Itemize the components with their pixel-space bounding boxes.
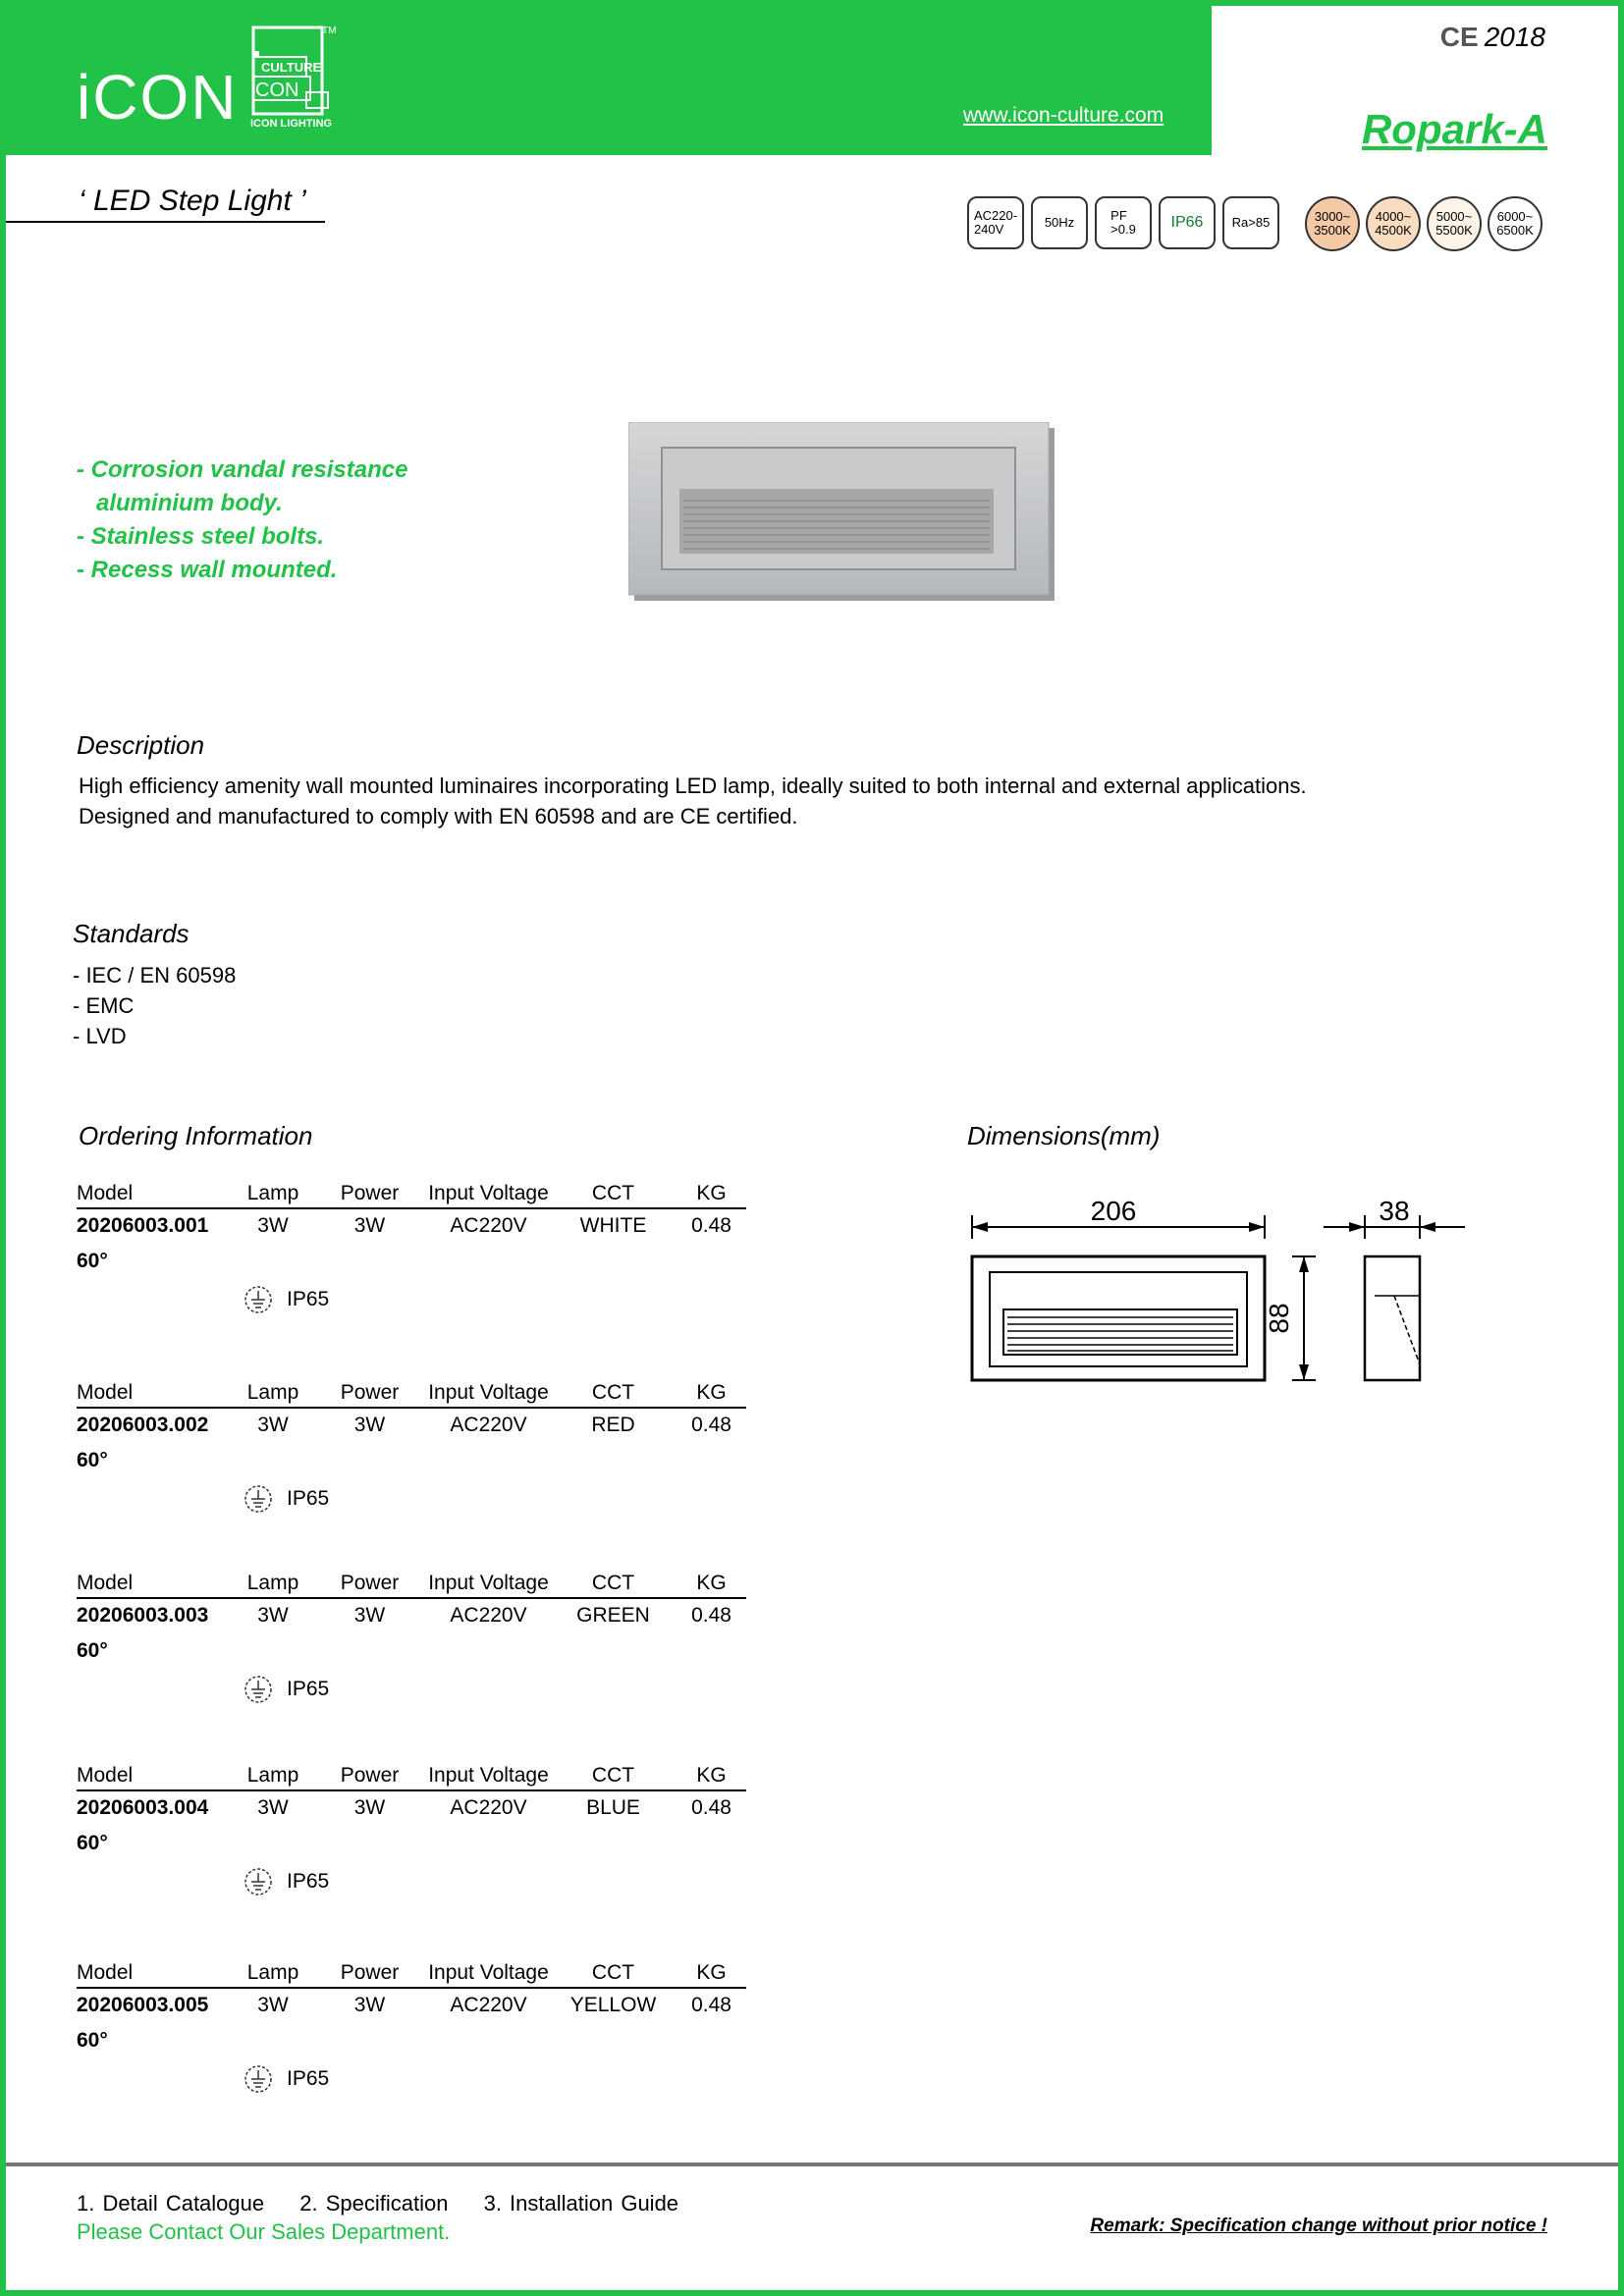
col-voltage: Input Voltage xyxy=(428,1182,549,1204)
col-model: Model xyxy=(77,1764,134,1787)
col-lamp: Lamp xyxy=(246,1572,299,1594)
kg-value: 0.48 xyxy=(691,1994,731,2016)
table-row xyxy=(77,1791,746,1825)
cct-badge-4000k: 4000~ 4500K xyxy=(1366,196,1421,251)
col-power: Power xyxy=(340,1381,400,1404)
order-table xyxy=(77,1568,746,1709)
brand-logo-sub: ICON LIGHTING xyxy=(250,118,333,130)
link-specification[interactable]: 2. Specification xyxy=(299,2191,449,2216)
col-power: Power xyxy=(340,1764,400,1787)
website-link[interactable]: www.icon-culture.com xyxy=(963,104,1164,127)
ip-rating: IP65 xyxy=(287,1870,330,1893)
power-value: 3W xyxy=(353,1796,386,1819)
beam-angle: 60° xyxy=(77,1832,108,1854)
kg-value: 0.48 xyxy=(691,1604,731,1627)
lamp-value: 3W xyxy=(257,1414,289,1436)
standards-list xyxy=(73,960,236,1051)
col-voltage: Input Voltage xyxy=(428,1764,549,1787)
earth-ground-icon xyxy=(244,1867,273,1896)
col-voltage: Input Voltage xyxy=(428,1381,549,1404)
link-installation-guide[interactable]: 3. Installation Guide xyxy=(483,2191,679,2216)
col-cct: CCT xyxy=(591,1961,635,1984)
table-row xyxy=(77,1599,746,1632)
cct-value: BLUE xyxy=(586,1796,640,1819)
beam-angle: 60° xyxy=(77,1639,108,1662)
logo-box-mid: CON xyxy=(255,80,299,101)
col-power: Power xyxy=(340,1572,400,1594)
spec-badge-voltage: AC220- 240V xyxy=(967,196,1024,249)
col-kg: KG xyxy=(696,1572,727,1594)
power-value: 3W xyxy=(353,1994,386,2016)
year: 2018 xyxy=(1484,22,1545,52)
logo-tm: TM xyxy=(322,26,337,36)
lamp-value: 3W xyxy=(257,1214,289,1237)
col-cct: CCT xyxy=(591,1764,635,1787)
beam-angle: 60° xyxy=(77,1250,108,1272)
feature-item: - Corrosion vandal resistance xyxy=(77,456,408,483)
order-table-header xyxy=(77,1957,746,1989)
col-cct: CCT xyxy=(591,1572,635,1594)
order-table-header xyxy=(77,1178,746,1209)
earth-ground-icon xyxy=(244,1285,273,1314)
spec-badge-cri: Ra>85 xyxy=(1222,196,1279,249)
order-table-header xyxy=(77,1568,746,1599)
cct-value: RED xyxy=(591,1414,635,1436)
col-cct: CCT xyxy=(591,1182,635,1204)
power-value: 3W xyxy=(353,1414,386,1436)
order-table xyxy=(77,1178,746,1319)
link-detail-catalogue[interactable]: 1. Detail Catalogue xyxy=(77,2191,265,2216)
ip-rating: IP65 xyxy=(287,1288,330,1310)
order-table xyxy=(77,1760,746,1901)
footer-divider xyxy=(6,2163,1618,2166)
dim-width-label: 206 xyxy=(1090,1196,1137,1226)
ce-mark: CE xyxy=(1439,22,1479,52)
feature-item: - Recess wall mounted. xyxy=(77,557,338,583)
lamp-value: 3W xyxy=(257,1796,289,1819)
ip-line xyxy=(244,2059,746,2099)
beam-angle: 60° xyxy=(77,2029,108,2052)
feature-list xyxy=(77,454,407,587)
order-table-header xyxy=(77,1760,746,1791)
col-model: Model xyxy=(77,1381,134,1404)
cct-badge-3000k: 3000~ 3500K xyxy=(1305,196,1360,251)
col-power: Power xyxy=(340,1182,400,1204)
description-line: Designed and manufactured to comply with EN 60598 and are CE certified. xyxy=(79,804,798,828)
standards-heading: Standards xyxy=(73,919,189,948)
col-voltage: Input Voltage xyxy=(428,1961,549,1984)
dimensions-heading: Dimensions(mm) xyxy=(967,1121,1161,1150)
dimension-drawing xyxy=(962,1188,1483,1404)
model-code: 20206003.001 xyxy=(77,1214,209,1237)
col-voltage: Input Voltage xyxy=(428,1572,549,1594)
ce-year xyxy=(1440,22,1545,53)
table-row xyxy=(77,1989,746,2022)
footer-remark: Remark: Specification change without prior notice ! xyxy=(1090,2216,1547,2236)
col-cct: CCT xyxy=(591,1381,635,1404)
earth-ground-icon xyxy=(244,2064,273,2094)
logo-box-top: CULTURE xyxy=(261,60,322,75)
model-code: 20206003.005 xyxy=(77,1994,209,2016)
description-text xyxy=(79,771,1307,831)
kg-value: 0.48 xyxy=(691,1214,731,1237)
brand-logo-text: iCON xyxy=(77,62,239,133)
title-underline xyxy=(6,221,325,223)
beam-angle: 60° xyxy=(77,1449,108,1471)
header-band xyxy=(0,0,1212,155)
footer-links xyxy=(77,2191,706,2216)
earth-ground-icon xyxy=(244,1675,273,1704)
ip-rating: IP65 xyxy=(287,2067,330,2090)
lamp-value: 3W xyxy=(257,1604,289,1627)
standards-item: - IEC / EN 60598 xyxy=(73,963,237,988)
power-value: 3W xyxy=(353,1214,386,1237)
voltage-value: AC220V xyxy=(450,1604,527,1627)
cct-value: GREEN xyxy=(576,1604,650,1627)
standards-item: - LVD xyxy=(73,1024,127,1048)
col-model: Model xyxy=(77,1961,134,1984)
kg-value: 0.48 xyxy=(691,1796,731,1819)
col-kg: KG xyxy=(696,1381,727,1404)
col-kg: KG xyxy=(696,1764,727,1787)
voltage-value: AC220V xyxy=(450,1796,527,1819)
lamp-value: 3W xyxy=(257,1994,289,2016)
ip-rating: IP65 xyxy=(287,1487,330,1510)
ip-line xyxy=(244,1280,746,1319)
spec-badge-power-factor: PF >0.9 xyxy=(1095,196,1152,249)
col-model: Model xyxy=(77,1572,134,1594)
ip-line xyxy=(244,1670,746,1709)
description-line: High efficiency amenity wall mounted luminaires incorporating LED lamp, ideally suited to both internal and external applications. xyxy=(79,774,1307,798)
spec-badge-ip-rating: IP66 xyxy=(1159,196,1216,249)
table-row xyxy=(77,1409,746,1442)
col-kg: KG xyxy=(696,1961,727,1984)
col-lamp: Lamp xyxy=(246,1764,299,1787)
col-lamp: Lamp xyxy=(246,1182,299,1204)
cct-value: WHITE xyxy=(579,1214,647,1237)
description-heading: Description xyxy=(77,730,205,760)
voltage-value: AC220V xyxy=(450,1214,527,1237)
order-table xyxy=(77,1377,746,1519)
power-value: 3W xyxy=(353,1604,386,1627)
model-code: 20206003.002 xyxy=(77,1414,209,1436)
cct-badges xyxy=(1305,196,1543,251)
order-table xyxy=(77,1957,746,2099)
model-name: Ropark-A xyxy=(1361,106,1547,152)
standards-item: - EMC xyxy=(73,993,135,1018)
cct-value: YELLOW xyxy=(569,1994,657,2016)
earth-ground-icon xyxy=(244,1484,273,1514)
product-type-title: ‘ LED Step Light ’ xyxy=(79,185,306,217)
ip-line xyxy=(244,1479,746,1519)
spec-badges xyxy=(967,196,1279,249)
voltage-value: AC220V xyxy=(450,1414,527,1436)
cct-badge-6000k: 6000~ 6500K xyxy=(1488,196,1543,251)
brand-logo-mark xyxy=(245,22,340,120)
feature-item: aluminium body. xyxy=(77,490,283,516)
feature-item: - Stainless steel bolts. xyxy=(77,523,325,550)
ordering-heading: Ordering Information xyxy=(79,1121,313,1150)
col-lamp: Lamp xyxy=(246,1381,299,1404)
col-power: Power xyxy=(340,1961,400,1984)
col-lamp: Lamp xyxy=(246,1961,299,1984)
col-model: Model xyxy=(77,1182,134,1204)
model-code: 20206003.004 xyxy=(77,1796,209,1819)
order-table-header xyxy=(77,1377,746,1409)
ip-rating: IP65 xyxy=(287,1678,330,1700)
product-photo xyxy=(628,422,1055,601)
table-row xyxy=(77,1209,746,1243)
cct-badge-5000k: 5000~ 5500K xyxy=(1427,196,1482,251)
spec-badge-frequency: 50Hz xyxy=(1031,196,1088,249)
dim-depth-label: 38 xyxy=(1379,1196,1410,1226)
dim-height-label: 88 xyxy=(1264,1303,1294,1334)
kg-value: 0.48 xyxy=(691,1414,731,1436)
voltage-value: AC220V xyxy=(450,1994,527,2016)
ip-line xyxy=(244,1862,746,1901)
footer-contact: Please Contact Our Sales Department. xyxy=(77,2219,451,2244)
model-code: 20206003.003 xyxy=(77,1604,209,1627)
col-kg: KG xyxy=(696,1182,727,1204)
